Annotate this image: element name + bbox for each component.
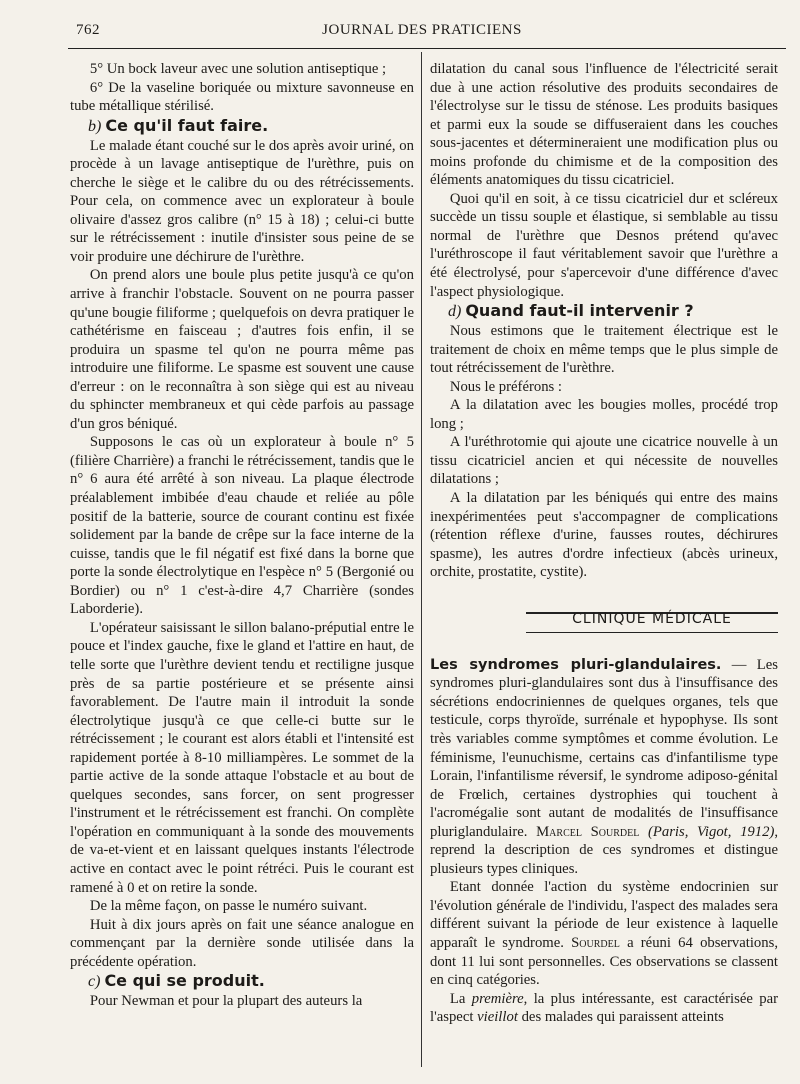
right-column bbox=[430, 60, 778, 1027]
paragraph: A la dilatation avec les bougies molles, procédé trop long ; bbox=[430, 397, 778, 432]
paragraph: Nous le préférons : bbox=[449, 378, 563, 395]
section-banner bbox=[430, 598, 778, 638]
paragraph: Huit à dix jours après on fait une séance analogue en commençant par la dernière sonde utilisée dans la précédente opération. bbox=[70, 916, 414, 970]
paragraph: A l'uréthrotomie qui ajoute une cicatrice nouvelle à un tissu cicatriciel ancien et qui nécessite de nouvelles dilatations ; bbox=[430, 434, 778, 488]
heading-letter: c) bbox=[88, 973, 101, 991]
paragraph: Quoi qu'il en soit, à ce tissu cicatriciel dur et scléreux succède un tissu souple et élastique, si semblable au tissu normal de l'urèthre que Desnos prétend qu'avec l'uréthroscope il faut véritablement savoir que l'urèthre a été électrolysé, pour s'apercevoir d'une différence d'avec l'aspect physiologique. bbox=[430, 190, 778, 300]
paragraph: On prend alors une boule plus petite jusqu'à ce qu'on arrive à franchir l'obstacle. Souvent on ne pourra passer qu'une bougie filiforme ; quelquefois on devra pratiquer le cathétérisme en faisceau ; d'autres fois enfin, il se produira un spasme tel qu'on ne pourra même pas introduire une filiforme. Le spasme est souvent une cause d'erreur : on le reconnaîtra à son siège qui est au niveau du sphincter membraneux et qui cède parfois au passage d'un gros béniqué. bbox=[70, 267, 414, 432]
article-paragraph bbox=[430, 656, 778, 879]
left-column bbox=[70, 60, 414, 1011]
article-text: des malades qui paraissent atteints bbox=[517, 1009, 724, 1026]
paragraph: De la même façon, on passe le numéro suivant. bbox=[89, 898, 368, 915]
paragraph: Nous estimons que le traitement électrique est le traitement de choix en même temps que le plus simple de tout rétrécissement de l'urèthre. bbox=[430, 323, 778, 377]
article-text: , la plus intéressante, est caractérisée par l'aspect bbox=[430, 990, 778, 1026]
author-name: Marcel Sourdel bbox=[536, 823, 640, 840]
page-number: 762 bbox=[76, 22, 100, 38]
heading-text: Quand faut-il intervenir ? bbox=[465, 301, 694, 321]
article-paragraph bbox=[430, 878, 778, 989]
list-item: 5° Un bock laveur avec une solution antiseptique ; bbox=[89, 61, 387, 77]
paragraph: Pour Newman et pour la plupart des auteurs la bbox=[89, 993, 363, 1010]
emphasis: vieillot bbox=[477, 1009, 518, 1026]
article-text: a réuni 64 observations, dont 11 lui sont personnelles. Ces observations se classent en cinq catégories. bbox=[430, 934, 778, 989]
article-text: , reprend la description de ces syndromes et distingue plusieurs types cliniques. bbox=[430, 823, 779, 877]
heading-text: Ce qui se produit. bbox=[104, 971, 265, 991]
paragraph: Le malade étant couché sur le dos après avoir uriné, on procède à un lavage antiseptique de l'urèthre, puis on cherche le siège et le calibre du ou des rétrécissements. Pour cela, on commence avec un explorateur à boule olivaire d'assez gros calibre (n° 15 à 18) ; celui-ci butte sur le rétrécissement : inutile d'insister sous peine de se voir produire une déchirure de l'urèthre. bbox=[70, 137, 414, 265]
section-heading bbox=[430, 301, 778, 322]
heading-letter: d) bbox=[448, 303, 462, 321]
paragraph: Supposons le cas où un explorateur à boule n° 5 (filière Charrière) a franchi le rétrécissement, tandis que le n° 6 aura été arrêté à son niveau. La plaque électrode préalablement imbibée d'eau chaude et reliée au pôle positif de la batterie, source de courant continu est fixée solidement par la bande de crêpe sur la face interne de la cuisse, tandis que le fil négatif est fixé dans la borne que porte la sonde électrolytique en l'espèce n° 5 (Bergonié ou Bordier) ou n° 1 c'est-à-dire 4,7 Charrière (sondes Laborderie). bbox=[70, 434, 414, 618]
article-title: Les syndromes pluri-glandulaires. bbox=[430, 656, 722, 673]
paragraph: dilatation du canal sous l'influence de l'électricité serait due à une action résolutive des produits secondaires de l'électrolyse sur le tissu de sténose. Les produits basiques et parmi eux la soude se diffuseraient dans les couches sous-jacentes et détermineraient une modification plus ou moins profonde du chimisme et de la composition des éléments anatomiques du tissu cicatriciel. bbox=[430, 61, 778, 189]
paragraph: A la dilatation par les béniqués qui entre des mains inexpérimentées peut s'accompagner de complications (rétention réflexe d'urine, fausses routes, déchirures spasme), les autres d'ordre infectieux (abcès urineux, orchite, prostatite, cystite). bbox=[430, 490, 778, 581]
citation: (Paris, Vigot, 1912) bbox=[647, 823, 775, 840]
emphasis: première bbox=[471, 990, 524, 1007]
article-text: Etant donnée l'action du système endocrinien sur l'évolution générale de l'individu, l'aspect des malades sera différent suivant la période de leur existence à laquelle apparaît le syndrome. bbox=[430, 879, 778, 951]
banner-bottom-rule bbox=[526, 632, 778, 633]
article-text: — Les syndromes pluri-glandulaires sont dus à l'insuffisance des sécrétions endocriniennes de quelques organes, tels que testicule, corps thyroïde, surrénale et hypophyse. Ils sont très variables comme symptômes et comme évolution. Le féminisme, l'eunuchisme, certains cas d'infantilisme type Lorain, l'infantilisme réversif, le syndrome adiposo-génital de Frœlich, certaines dystrophies qui touchent à l'acromégalie sont autant de modalités de l'insuffisance pluriglandulaire. bbox=[430, 656, 778, 840]
section-heading bbox=[70, 116, 414, 137]
column-divider bbox=[421, 52, 422, 1067]
article-paragraph bbox=[430, 990, 778, 1027]
header-rule bbox=[68, 48, 786, 49]
author-name: Sourdel bbox=[571, 934, 620, 951]
page-header bbox=[74, 22, 770, 44]
article-text: La bbox=[449, 990, 472, 1007]
section-heading bbox=[70, 971, 414, 992]
journal-title: JOURNAL DES PRATICIENS bbox=[322, 22, 522, 38]
heading-text: Ce qu'il faut faire. bbox=[105, 115, 269, 135]
section-label: CLINIQUE MÉDICALE bbox=[572, 610, 732, 627]
heading-letter: b) bbox=[88, 117, 102, 135]
paragraph: L'opérateur saisissant le sillon balano-préputial entre le pouce et l'index gauche, fixe le gland et l'attire en haut, de telle sorte que l'urèthre devient tendu et rectiligne jusque près de sa partie postérieure et se présente ainsi favorablement. De l'autre main il introduit la sonde électrolytique jusqu'à ce que celle-ci butte sur le rétrécissement ; le courant est alors établi et l'intensité est rapidement portée à 8-10 milliampères. Le sommet de la partie active de la sonde attaque l'obstacle et au bout de quelques secondes, sans forcer, on sent progresser l'instrument et le rétrécissement est franchi. On complète l'opération en communiquant à la sonde des mouvements de va-et-vient et en laissant quelques instants l'électrode active en contact avec le point rétréci. Puis le courant est ramené à 0 et on retire la sonde. bbox=[70, 619, 414, 896]
list-item: 6° De la vaseline boriquée ou mixture savonneuse en tube métallique stérilisé. bbox=[70, 79, 414, 115]
